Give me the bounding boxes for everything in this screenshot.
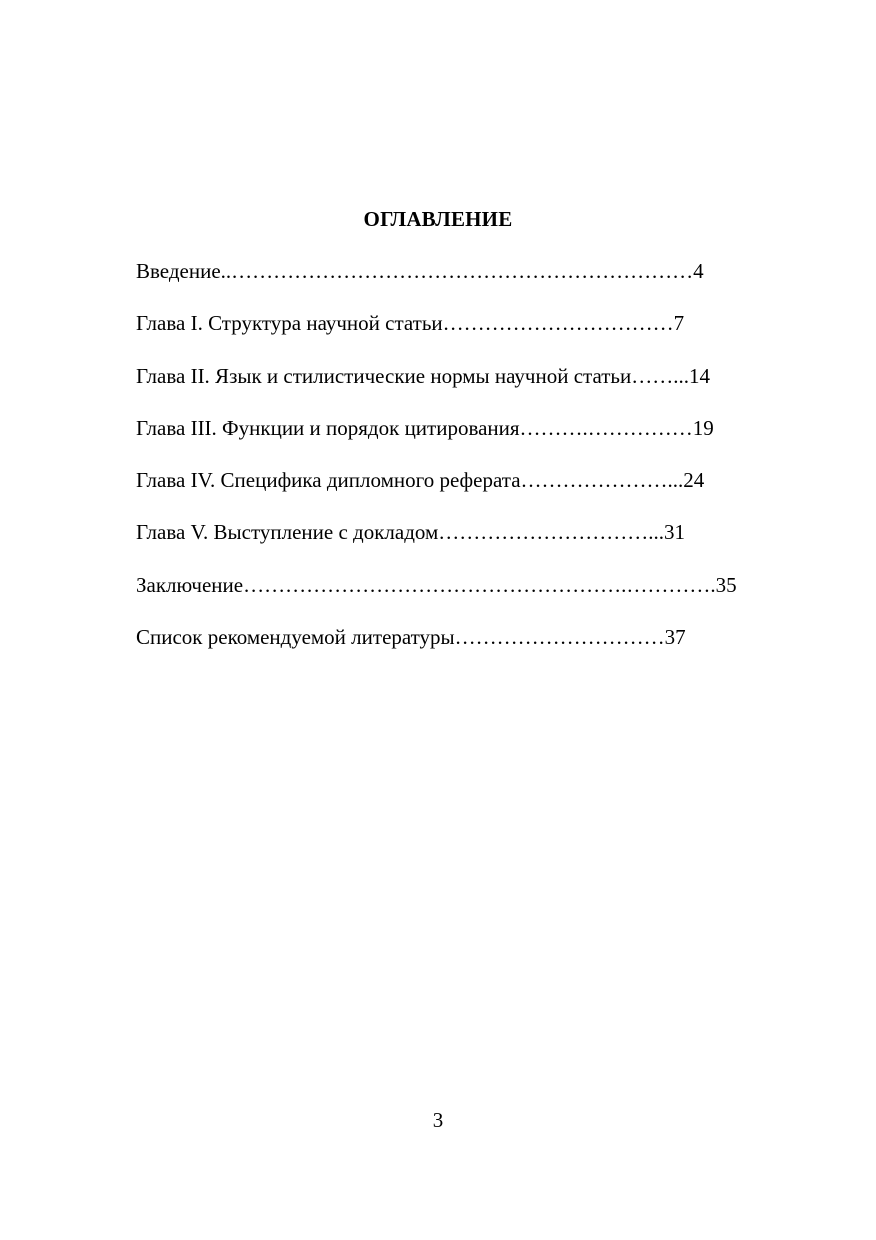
toc-entry-chapter-3: Глава III. Функции и порядок цитирования……….……………19	[136, 415, 714, 440]
toc-entry-bibliography: Список рекомендуемой литературы…………………………37	[136, 625, 686, 650]
toc-entry-chapter-4: Глава IV. Специфика дипломного реферата…………………...24	[136, 468, 705, 493]
page-number: 3	[432, 1108, 444, 1132]
toc-title: ОГЛАВЛЕНИЕ	[363, 207, 513, 231]
toc-entry-chapter-2: Глава II. Язык и стилистические нормы научной статьи……...14	[136, 363, 710, 388]
toc-entry-chapter-1: Глава I. Структура научной статьи……………………………7	[136, 311, 685, 336]
toc-entry-chapter-5: Глава V. Выступление с докладом…………………………...31	[136, 520, 686, 545]
toc-list	[136, 257, 776, 675]
toc-entry-conclusion: Заключение……………………………………………….………….35	[136, 572, 737, 597]
toc-entry-introduction: Введение..…………………………………………………………4	[136, 259, 704, 283]
